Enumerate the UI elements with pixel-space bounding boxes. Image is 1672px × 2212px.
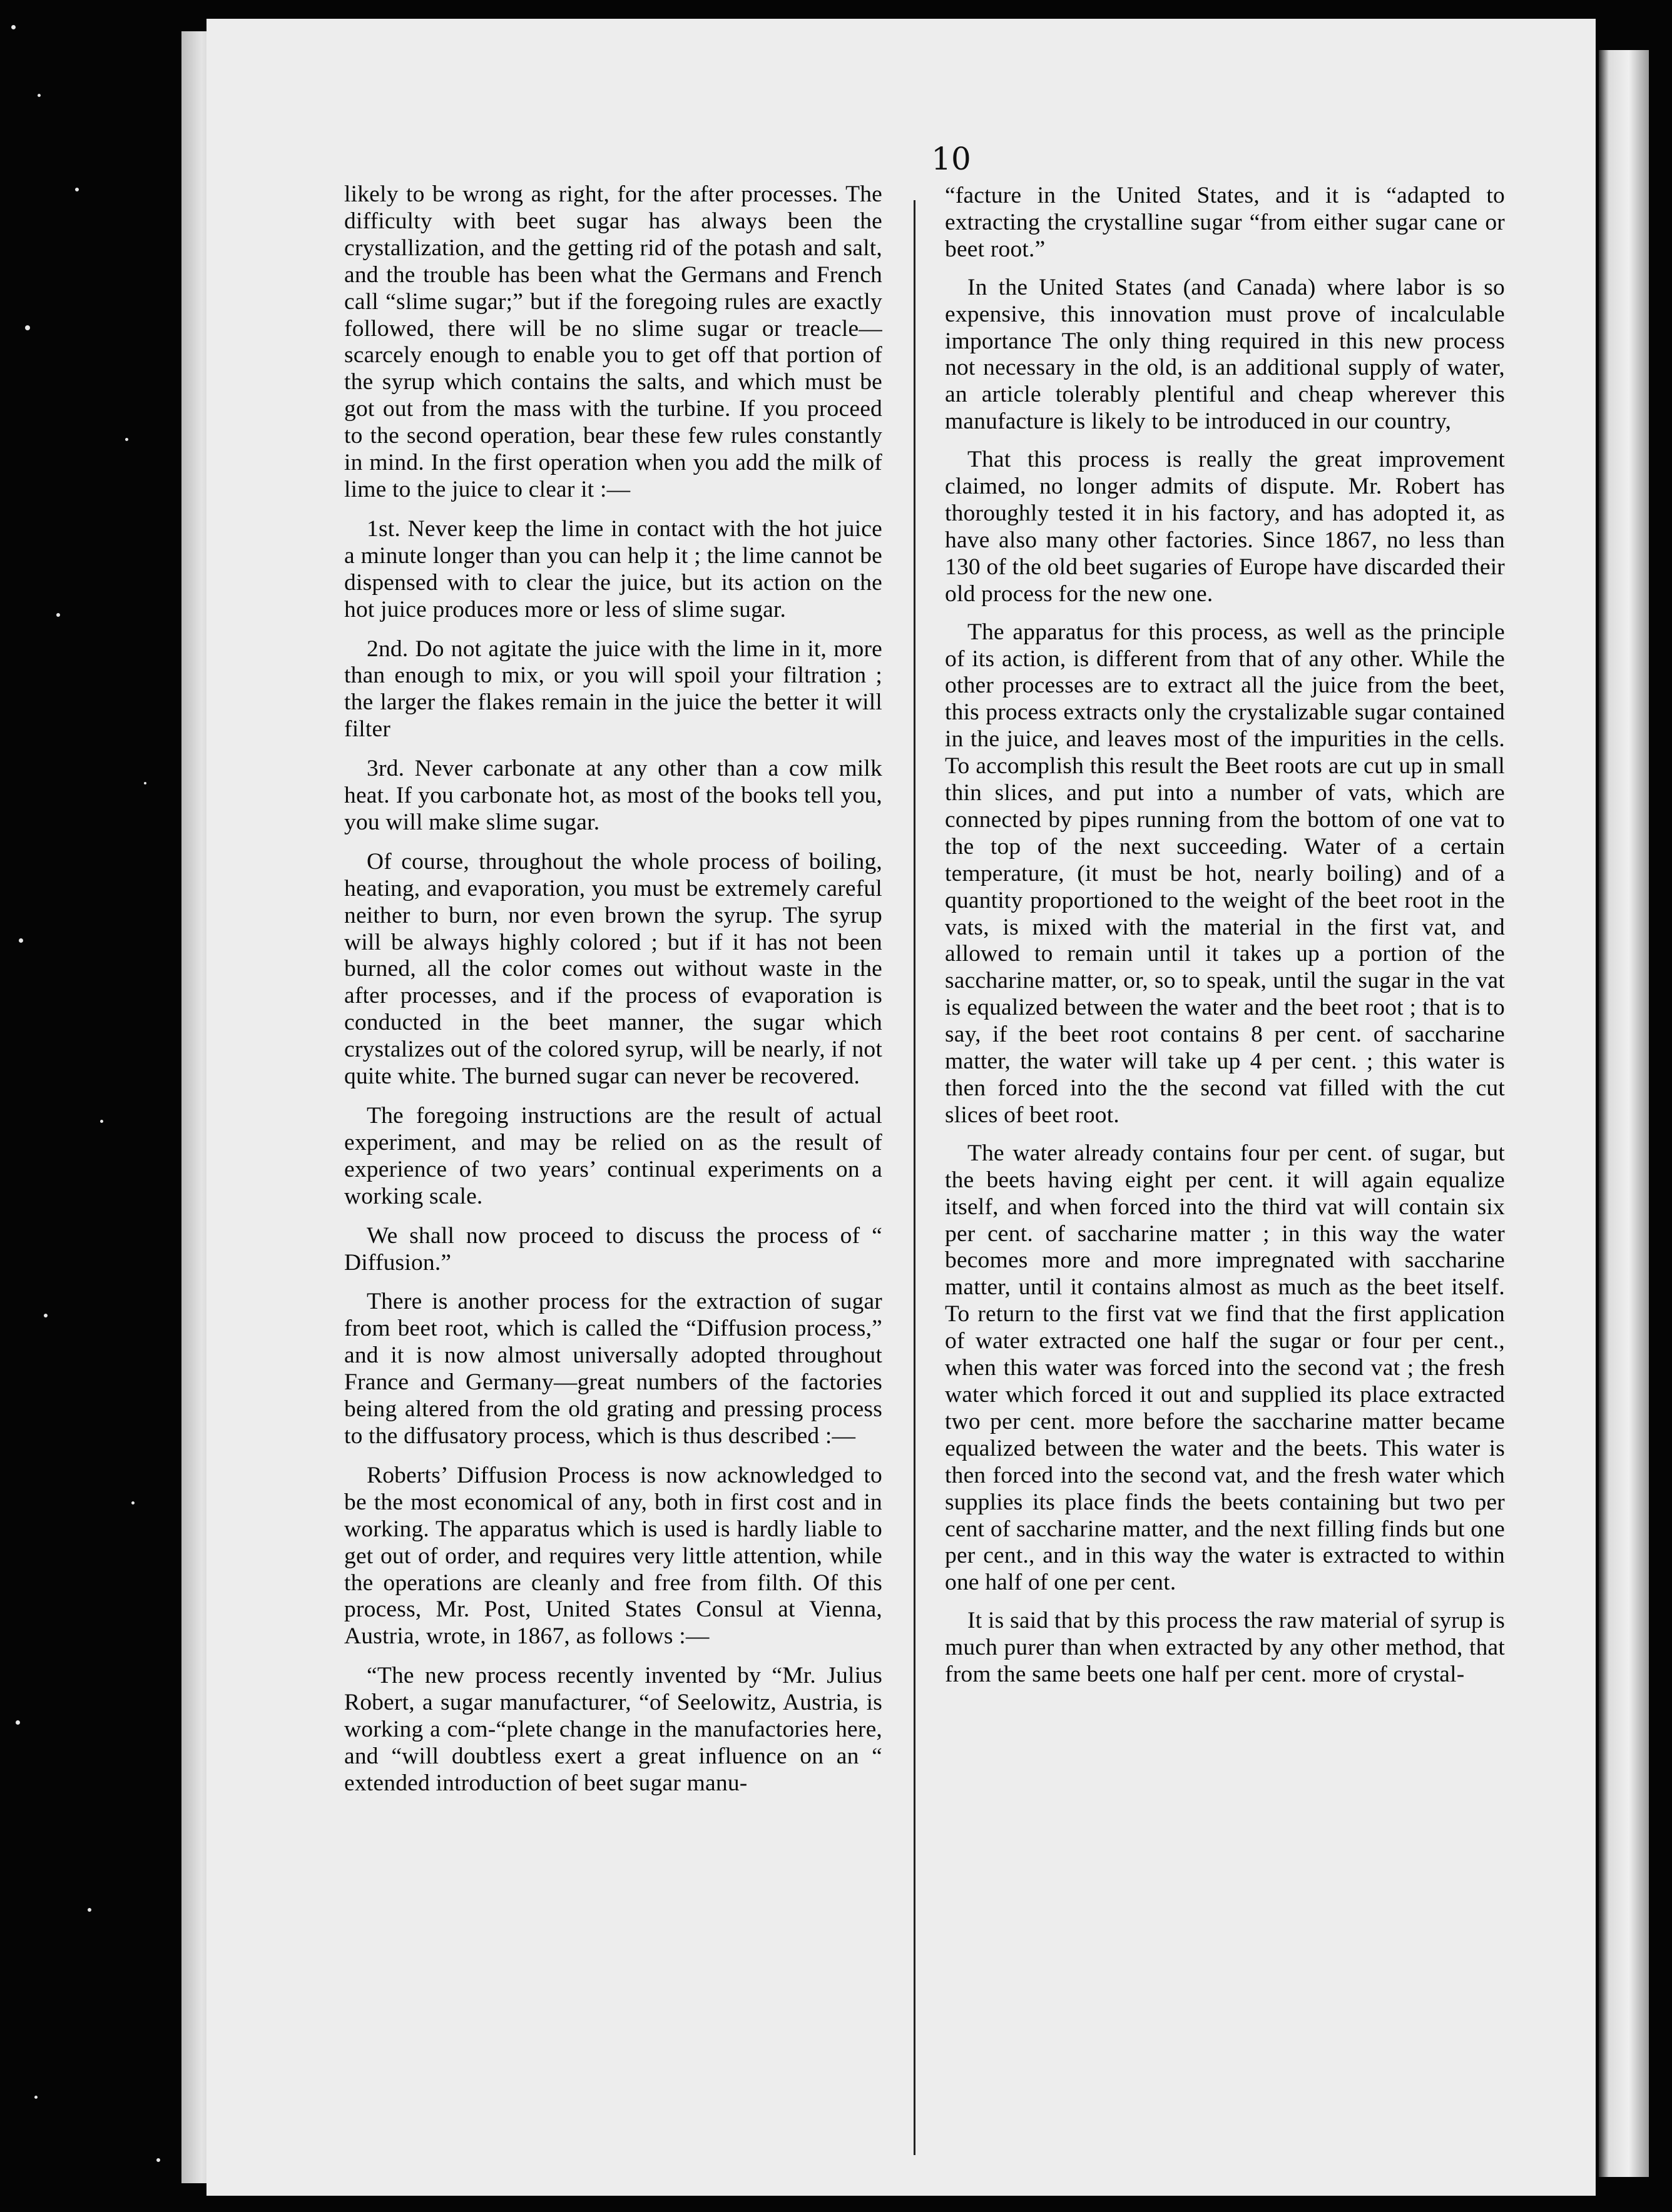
paragraph: 3rd. Never carbonate at any other than a cow milk heat. If you carbonate hot, as most of the books tell you, you will make slime sugar.: [344, 756, 882, 835]
paragraph: There is another process for the extraction of sugar from beet root, which is called the “Diffusion process,” and it is now almost universally adopted throughout France and Germany—great numbers of the factories being altered from the old grating and pressing process to the diffusatory process, which is thus described :—: [344, 1289, 882, 1449]
paragraph: 1st. Never keep the lime in contact with the hot juice a minute longer than you can help it ; the lime cannot be dispensed with to clear the juice, but its action on the hot juice produces more or less of slime sugar.: [344, 515, 882, 622]
scan-speck: [44, 1314, 48, 1317]
column-divider: [914, 200, 915, 2155]
quotation: “The new process recently invented by “Mr. Julius Robert, a sugar manufacturer, “of Seelowitz, Austria, is working a com-“plete change in the manufactories here, and “will doubtless exert a great influence on an “ extended introduction of beet sugar manu-: [344, 1663, 882, 1796]
scan-speck: [125, 438, 128, 441]
scan-speck: [16, 1720, 20, 1725]
scan-speck: [56, 613, 60, 617]
paragraph: Roberts’ Diffusion Process is now acknowledged to be the most economical of any, both in first cost and in working. The apparatus which is used is hardly liable to get out of order, and requires very little attention, while the operations are cleanly and free from filth. Of this process, Mr. Post, United States Consul at Vienna, Austria, wrote, in 1867, as follows :—: [344, 1462, 882, 1650]
scan-speck: [25, 325, 30, 330]
paragraph: We shall now proceed to discuss the process of “ Diffusion.”: [344, 1222, 882, 1276]
scan-speck: [144, 782, 146, 784]
paragraph: The foregoing instructions are the result of actual experiment, and may be relied on as the result of experience of two years’ continual experiments on a working scale.: [344, 1103, 882, 1209]
scan-speck: [38, 94, 41, 97]
scan-speck: [156, 2158, 160, 2162]
facing-page-edge: [1599, 50, 1649, 2177]
scan-speck: [19, 938, 23, 943]
paragraph: Of course, throughout the whole process of boiling, heating, and evaporation, you must be extremely careful neither to burn, nor even brown the syrup. The syrup will be always highly colored ; but if it has not been burned, all the color comes out without waste in the after processes, and if the process of evaporation is conducted in the beet manner, the sugar which crystalizes out of the colored syrup, will be nearly, if not quite white. The burned sugar can never be recovered.: [344, 848, 882, 1090]
scan-speck: [131, 1501, 135, 1504]
scan-speck: [11, 25, 16, 29]
paragraph: The apparatus for this process, as well as the principle of its action, is different from that of any other. While the other processes are to extract all the juice from the beet, this process extracts only the crystalizable sugar contained in the juice, and leaves most of the impurities in the cells. To accomplish this result the Beet roots are cut up in small thin slices, and put into a number of vats, which are connected by pipes running from the bottom of one vat to the top of the next succeeding. Water of a certain temperature, (it must be hot, nearly boiling) and of a quantity proportioned to the weight of the beet root in the vats, is mixed with the material in the first vat, and allowed to remain until it takes up a portion of the saccharine matter, or, so to speak, until the sugar in the vat is equalized between the water and the beet root ; that is to say, if the beet root contains 8 per cent. of saccharine matter, the water will take up 4 per cent. ; this water is then forced into the the second vat filled with the cut slices of beet root.: [945, 619, 1505, 1128]
paragraph: 2nd. Do not agitate the juice with the lime in it, more than enough to mix, or you will spoil your filtration ; the larger the flakes remain in the juice the better it will filter: [344, 636, 882, 743]
paragraph: The water already contains four per cent. of sugar, but the beets having eight per cent. it will again equalize itself, and when forced into the third vat will contain six per cent. of saccharine matter ; in this way the water becomes more and more impregnated with saccharine matter, until it contains almost as much as the beet itself. To return to the first vat we find that the first application of water extracted one half the sugar or four per cent., when this water was forced into the second vat ; the fresh water which forced it out and supplied its place extracted two per cent. more before the saccharine matter became equalized between the water and the beets. This water is then forced into the second vat, and the fresh water which supplies its place finds the beets containing but two per cent of saccharine matter, and the next filling finds but one per cent., and in this way the water is extracted to within one half of one per cent.: [945, 1140, 1505, 1596]
left-text-column: [344, 181, 882, 1797]
paragraph: likely to be wrong as right, for the after processes. The difficulty with beet sugar has always been the crystallization, and the getting rid of the potash and salt, and the trouble has been what the Germans and French call “slime sugar;” but if the foregoing rules are exactly followed, there will be no slime sugar or treacle—scarcely enough to enable you to get off that portion of the syrup which contains the salts, and which must be got out from the mass with the turbine. If you proceed to the second operation, bear these few rules constantly in mind. In the first operation when you add the milk of lime to the juice to clear it :—: [344, 181, 882, 502]
scan-speck: [75, 188, 79, 191]
scan-speck: [100, 1120, 103, 1123]
paragraph: In the United States (and Canada) where labor is so expensive, this innovation must prove of incalculable importance The only thing required in this new process not necessary in the old, is an additional supply of water, an article tolerably plentiful and cheap wherever this manufacture is likely to be introduced in our country,: [945, 274, 1505, 435]
right-text-column: [945, 183, 1505, 1688]
scan-speck: [34, 2096, 38, 2099]
page-number: 10: [931, 141, 971, 177]
paragraph: It is said that by this process the raw material of syrup is much purer than when extracted by any other method, that from the same beets one half per cent. more of crystal-: [945, 1608, 1505, 1688]
paragraph: That this process is really the great improvement claimed, no longer admits of dispute. Mr. Robert has thoroughly tested it in his factory, and has adopted it, as have also many other factories. Since 1867, no less than 130 of the old beet sugaries of Europe have discarded their old process for the new one.: [945, 447, 1505, 607]
quotation: “facture in the United States, and it is “adapted to extracting the crystalline sugar “from either sugar cane or beet root.”: [945, 183, 1505, 262]
scan-speck: [88, 1908, 91, 1912]
